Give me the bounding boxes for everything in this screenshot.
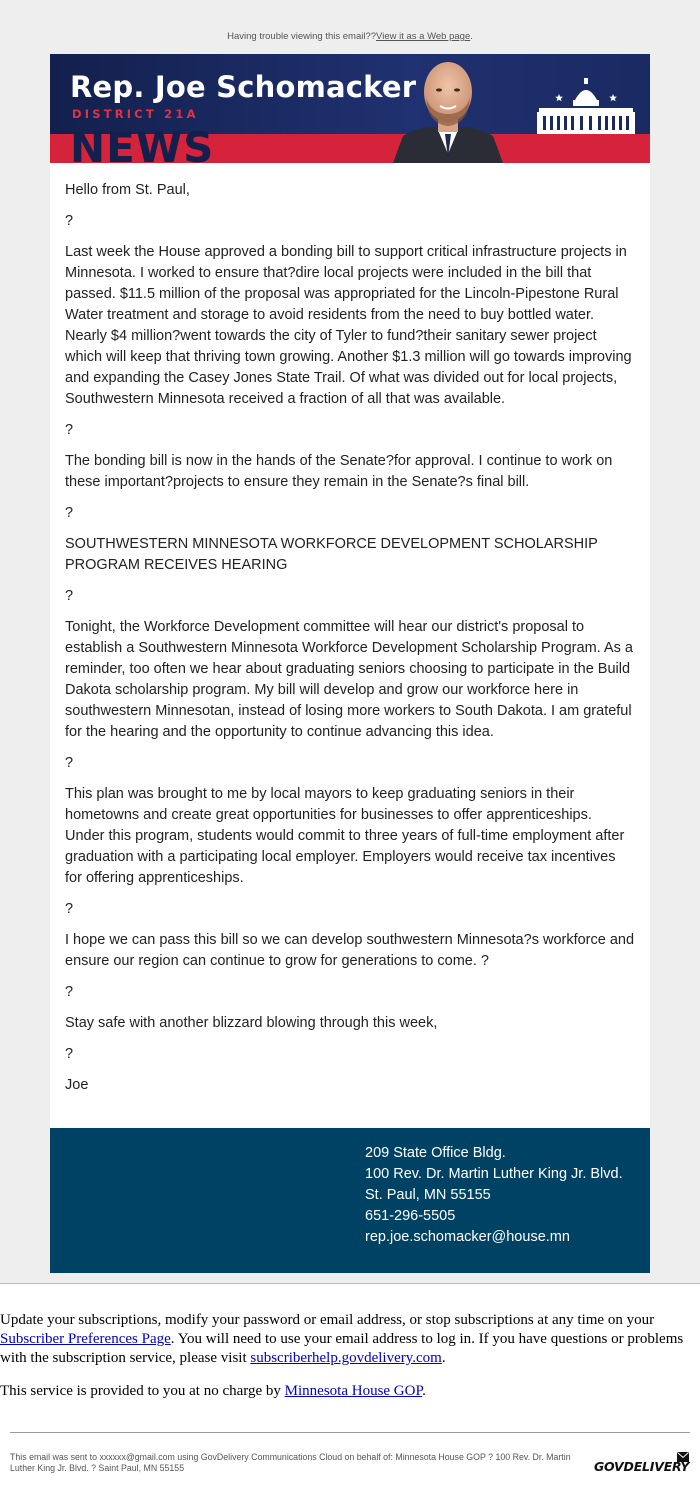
sent-to-notice: This email was sent to xxxxxx@gmail.com using GovDelivery Communications Cloud on behalf of: Minnesota House GOP ? 100 Rev. Dr. Martin Luther King Jr. Blvd. ? Saint Paul, MN 55155: [10, 1452, 571, 1473]
district-label: DISTRICT 21A: [72, 107, 199, 121]
footer-divider: [10, 1432, 690, 1433]
trouble-period: .: [470, 31, 473, 42]
paragraph: ?: [65, 901, 74, 917]
trouble-viewing-note: [0, 31, 700, 42]
service-paragraph: [0, 1382, 700, 1401]
paragraph: ?: [65, 422, 74, 438]
paragraph: ?: [65, 755, 74, 771]
paragraph: ?: [65, 505, 74, 521]
paragraph: The bonding bill is now in the hands of the Senate?for approval. I continue to work on these important?projects to ensure they remain in the Senate?s final bill.: [65, 453, 613, 490]
web-page-link[interactable]: View it as a Web page: [376, 31, 471, 42]
paragraph: This plan was brought to me by local mayors to keep graduating seniors in their hometowns and create great opportunities for businesses to offer apprenticeships. Under this program, students would commit to three years of full-time employment after graduation with a participating local employer. Employers would receive tax incentives for offering apprenticeships.: [65, 786, 625, 886]
representative-name: Rep. Joe Schomacker: [70, 70, 417, 104]
paragraph: ?: [65, 588, 74, 604]
newsletter-card: [50, 54, 650, 1273]
newsletter-banner: [50, 54, 650, 163]
sign-off: Stay safe with another blizzard blowing through this week,: [65, 1015, 438, 1031]
contact-footer: [50, 1128, 650, 1273]
email-address: rep.joe.schomacker@house.mn: [365, 1229, 570, 1245]
subscriber-help-link[interactable]: subscriberhelp.govdelivery.com: [250, 1350, 442, 1366]
address-line: 100 Rev. Dr. Martin Luther King Jr. Blvd.: [365, 1166, 623, 1182]
paragraph: Last week the House approved a bonding bill to support critical infrastructure projects in Minnesota. I worked to ensure that?dire local projects were included in the bill that passed. $11.5 million of the proposal was appropriated for the Lincoln-Pipestone Rural Water treatment and storage to avoid residents from the need to buy bottled water. Nearly $4 million?went towards the city of Tyler to fund?their sanitary sewer project which will keep that thriving town growing. Another $1.3 million will go towards improving and expanding the Casey Jones State Trail. Of what was divided out for local projects, Southwestern Minnesota received a fraction of all that was available.: [65, 244, 632, 407]
service-text: .: [422, 1383, 426, 1399]
govdelivery-wordmark: GOVDELIVERY: [594, 1459, 690, 1474]
section-heading: SOUTHWESTERN MINNESOTA WORKFORCE DEVELOPMENT SCHOLARSHIP PROGRAM RECEIVES HEARING: [65, 536, 598, 573]
paragraph: Tonight, the Workforce Development committee will hear our district's proposal to establish a Southwestern Minnesota Workforce Development Scholarship Program. As a reminder, too often we hear about graduating seniors choosing to participate in the Build Dakota scholarship program. My bill will develop and grow our workforce here in southwestern Minnesotan, instead of losing more workers to South Dakota. I am grateful for the hearing and the opportunity to continue advancing this idea.: [65, 619, 633, 740]
trouble-text: Having trouble viewing this email??: [227, 31, 377, 42]
subscription-paragraph: [0, 1311, 700, 1368]
paragraph: I hope we can pass this bill so we can develop southwestern Minnesota?s workforce and ensure our region can continue to grow for generations to come. ?: [65, 932, 635, 969]
newsletter-body: [50, 163, 650, 1128]
contact-address: [365, 1143, 623, 1248]
subscription-text: Update your subscriptions, modify your password or email address, or stop subscriptions at any time on your: [0, 1312, 655, 1328]
address-line: St. Paul, MN 55155: [365, 1187, 491, 1203]
signature: Joe: [65, 1077, 89, 1093]
news-wordmark: NEWS: [70, 123, 215, 163]
subscription-info: [0, 1283, 700, 1415]
service-text: This service is provided to you at no charge by: [0, 1383, 285, 1399]
subscription-text: . You will need to use your email address to log in. If you have questions or problems with the subscription service, please visit: [0, 1331, 684, 1366]
paragraph: Hello from St. Paul,: [65, 182, 190, 198]
phone-number: 651-296-5505: [365, 1208, 456, 1224]
paragraph: ?: [65, 1046, 74, 1062]
subscription-text: .: [441, 1350, 446, 1366]
subscriber-preferences-link[interactable]: Subscriber Preferences Page: [0, 1331, 171, 1347]
portrait-photo: [388, 54, 508, 163]
address-line: 209 State Office Bldg.: [365, 1145, 506, 1161]
minnesota-house-gop-link[interactable]: Minnesota House GOP: [284, 1383, 423, 1399]
paragraph: ?: [65, 213, 74, 229]
paragraph: ?: [65, 984, 74, 1000]
govdelivery-logo[interactable]: [592, 1449, 692, 1479]
capitol-building-icon: [537, 78, 635, 136]
